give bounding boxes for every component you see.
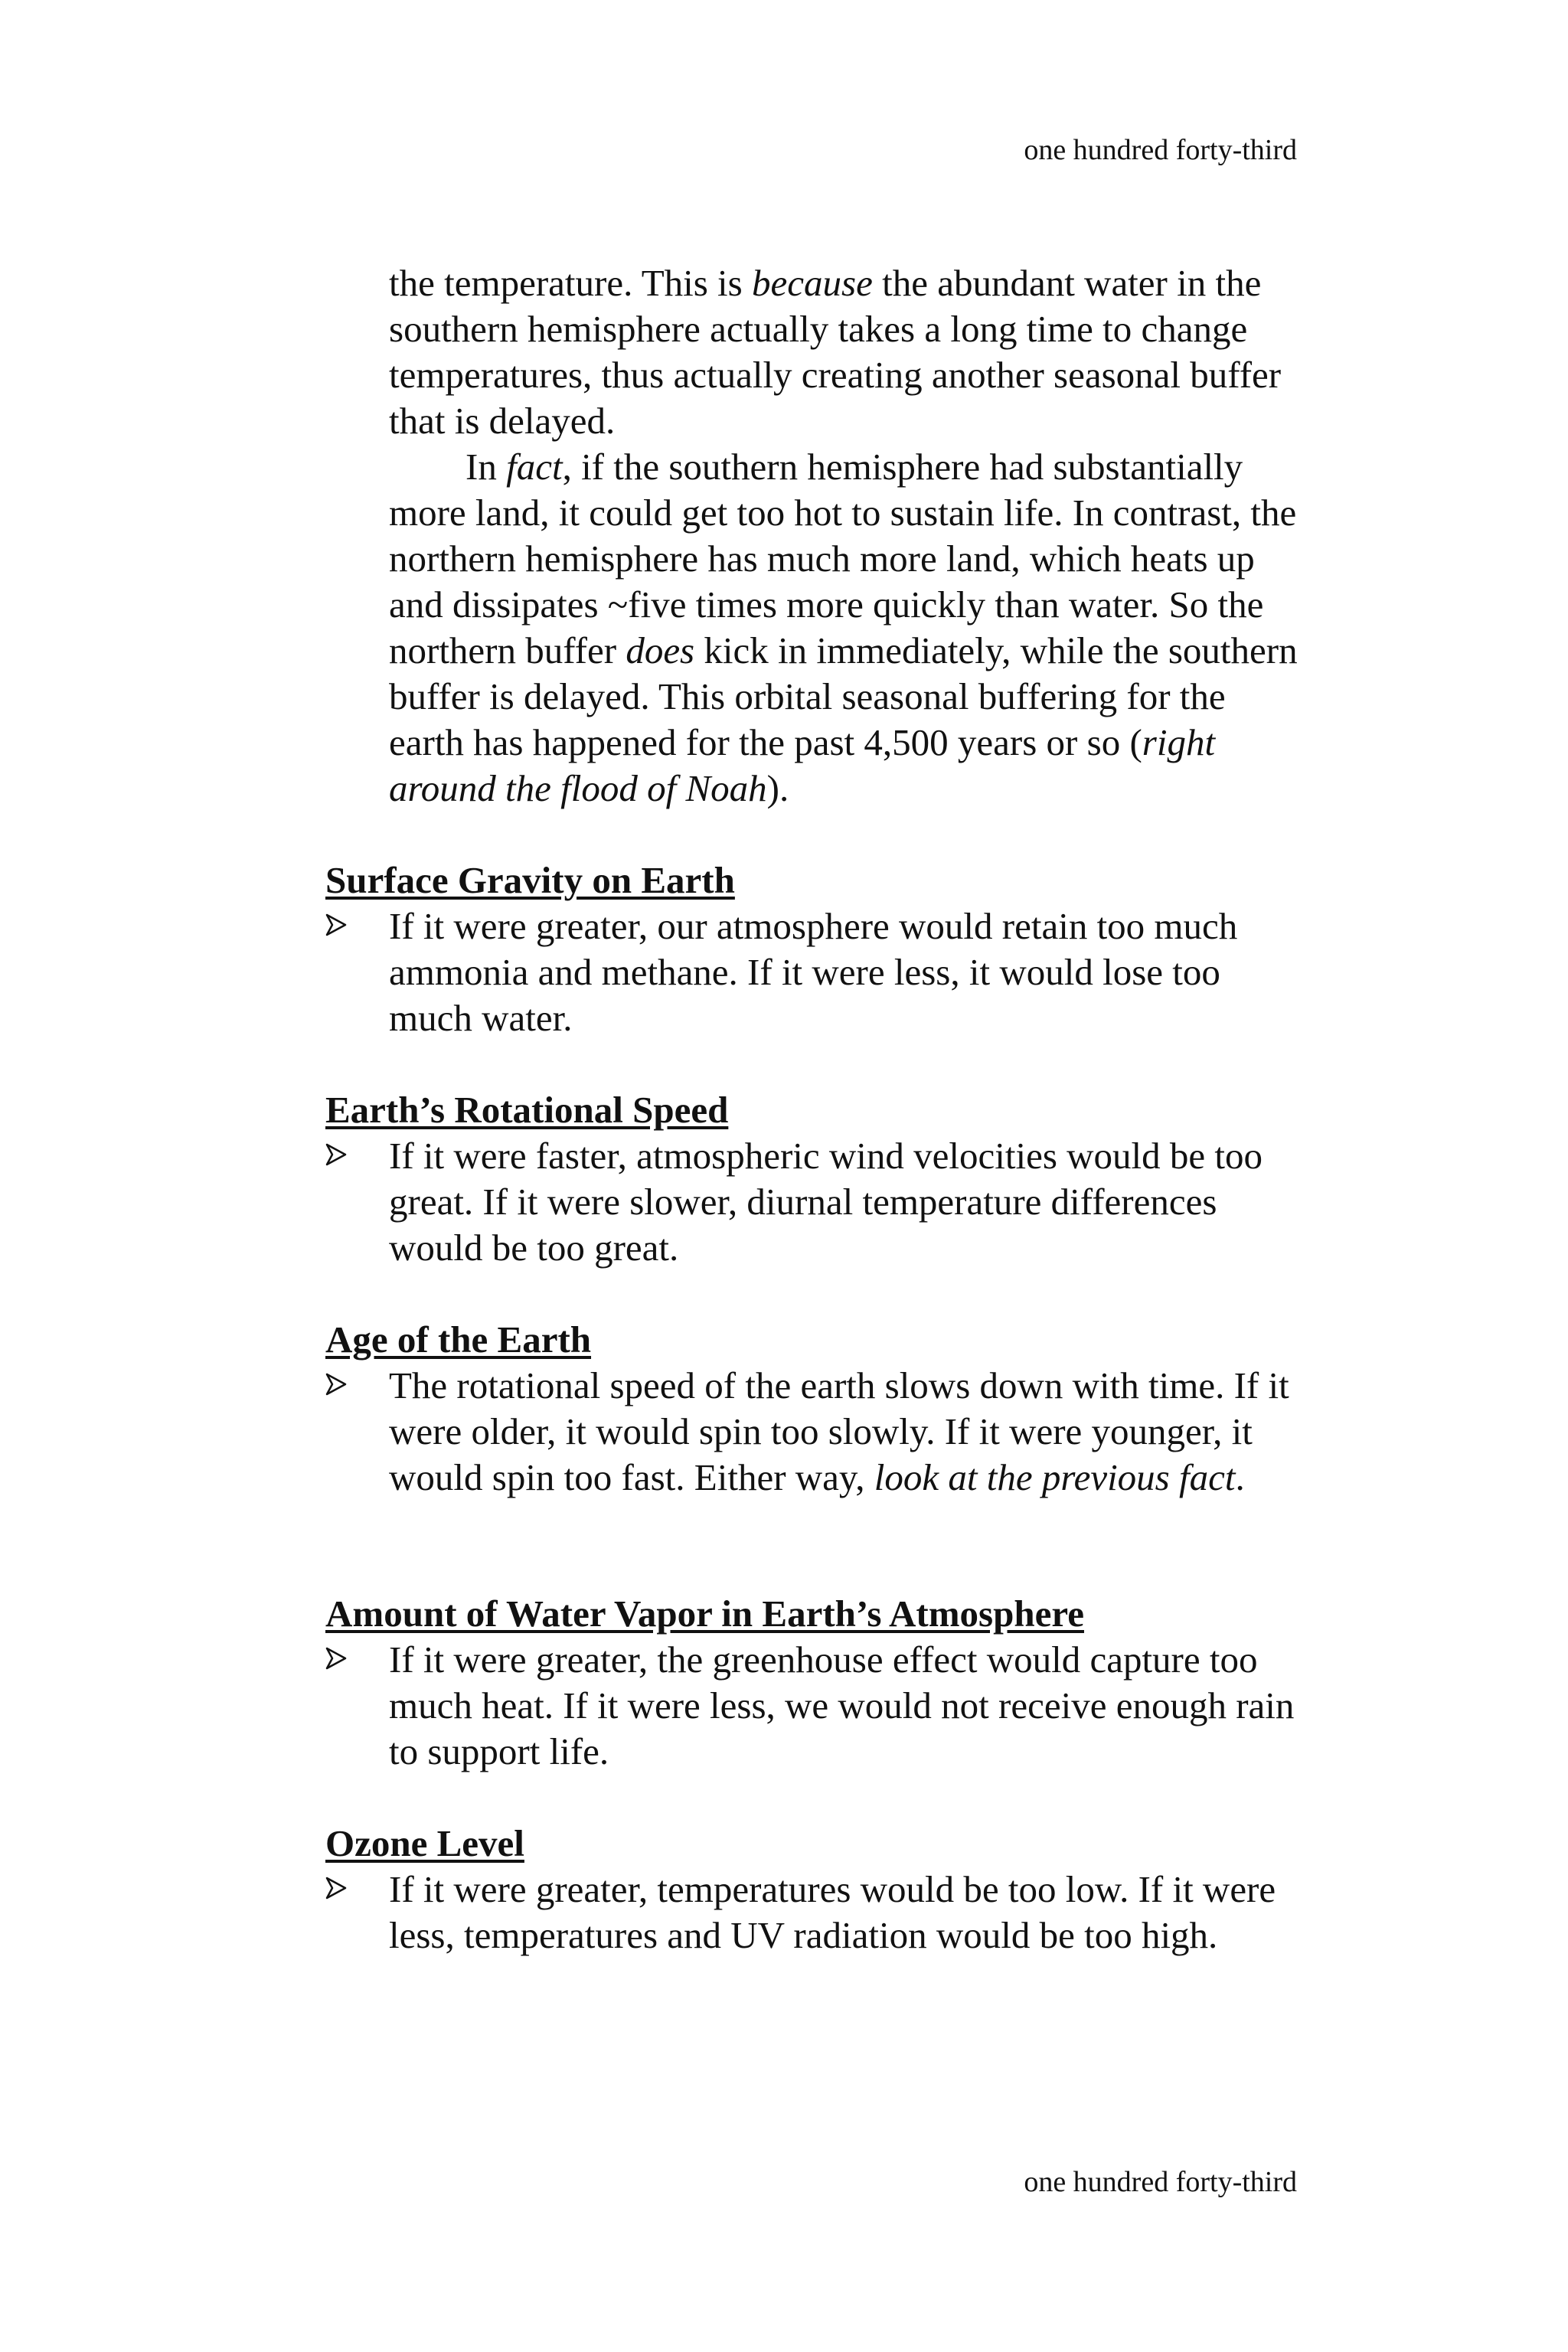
bullet-item xyxy=(325,903,1305,1041)
bullet-text: If it were greater, our atmosphere would retain too much ammonia and methane. If it were less, it would lose too much water. xyxy=(389,905,1238,1039)
arrowhead-bullet-icon xyxy=(325,903,356,936)
arrowhead-bullet-icon xyxy=(325,1867,356,1900)
bullet-text: If it were faster, atmospheric wind velocities would be too great. If it were slower, diurnal temperature differences would be too great. xyxy=(389,1135,1263,1269)
bullet-item xyxy=(325,1637,1305,1775)
section-surface-gravity xyxy=(325,858,1305,1041)
bullet-item xyxy=(325,1363,1305,1501)
arrowhead-bullet-icon xyxy=(325,1133,356,1166)
section-ozone-level xyxy=(325,1821,1305,1958)
running-foot: one hundred forty-third xyxy=(1024,2166,1297,2198)
arrowhead-bullet-icon xyxy=(325,1363,356,1396)
section-heading: Earth’s Rotational Speed xyxy=(325,1089,729,1131)
bullet-item xyxy=(325,1133,1305,1271)
intro-text xyxy=(389,260,1300,812)
intro-paragraph-1: the temperature. This is because the abundant water in the southern hemisphere actually takes a long time to change temperatures, thus actually creating another seasonal buffer that is delayed. xyxy=(389,262,1282,442)
section-heading: Amount of Water Vapor in Earth’s Atmosphere xyxy=(325,1592,1084,1635)
section-rotational-speed xyxy=(325,1087,1305,1271)
arrowhead-bullet-icon xyxy=(325,1637,356,1670)
bullet-text: If it were greater, temperatures would be too low. If it were less, temperatures and UV radiation would be too high. xyxy=(389,1868,1276,1956)
section-heading: Surface Gravity on Earth xyxy=(325,859,735,901)
section-age-of-earth xyxy=(325,1317,1305,1501)
section-heading: Ozone Level xyxy=(325,1822,524,1864)
bullet-item xyxy=(325,1867,1305,1958)
section-heading: Age of the Earth xyxy=(325,1318,592,1361)
running-head: one hundred forty-third xyxy=(1024,134,1297,166)
intro-paragraph-2: In fact, if the southern hemisphere had substantially more land, it could get too hot to sustain life. In contrast, the northern hemisphere has much more land, which heats up and dissipates ~five times more quickly than water. So the northern buffer does kick in immediately, while the southern buffer is delayed. This orbital seasonal buffering for the earth has happened for the past 4,500 years or so (right around the flood of Noah). xyxy=(389,446,1298,809)
bullet-text: If it were greater, the greenhouse effect would capture too much heat. If it were less, we would not receive enough rain to support life. xyxy=(389,1638,1295,1772)
bullet-text: The rotational speed of the earth slows down with time. If it were older, it would spin too slowly. If it were younger, it would spin too fast. Either way, look at the previous fact. xyxy=(389,1364,1289,1498)
section-water-vapor xyxy=(325,1591,1305,1775)
